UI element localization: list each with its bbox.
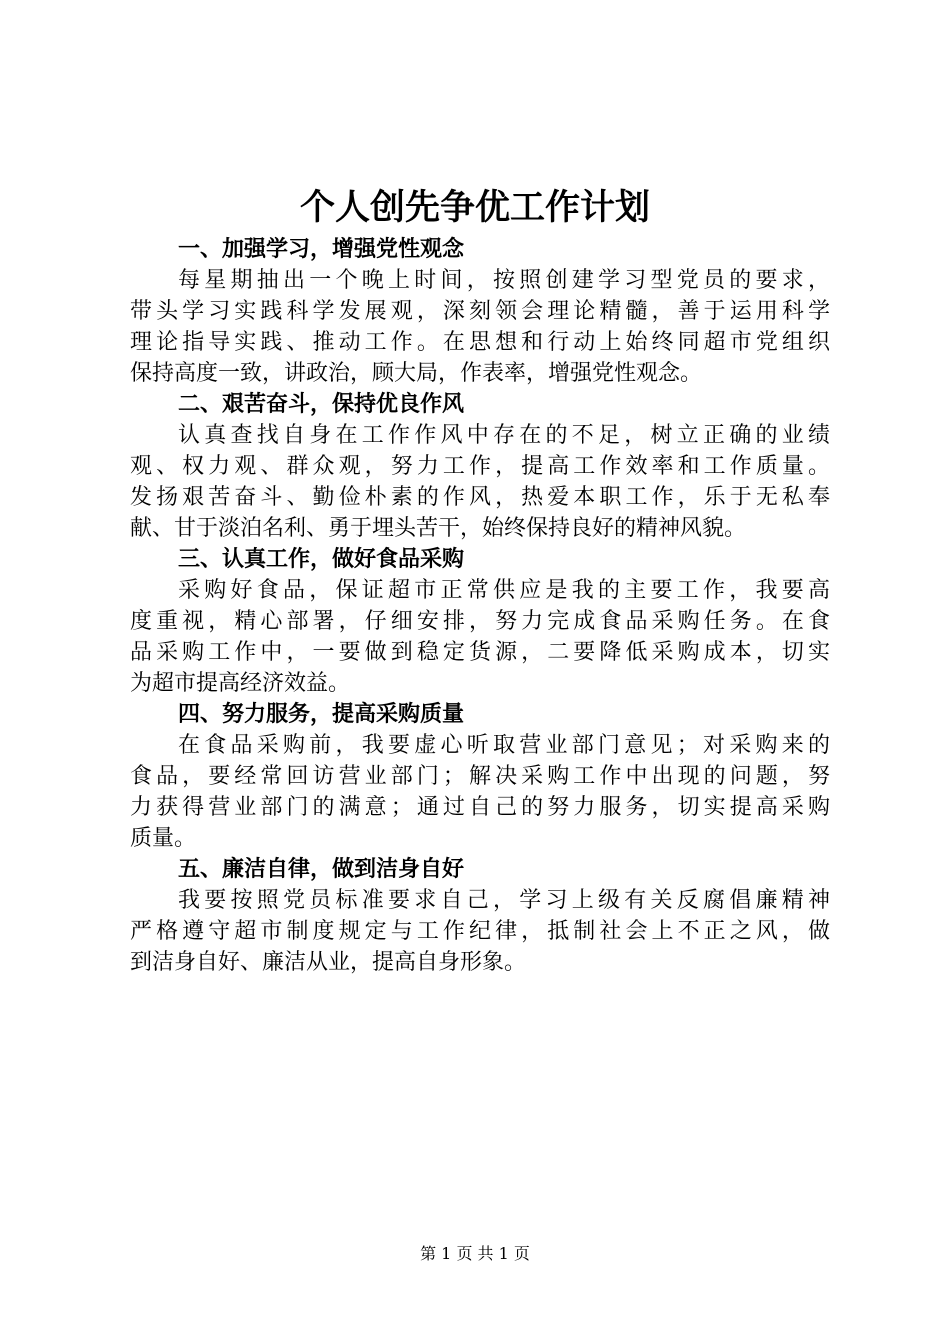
section-paragraph bbox=[130, 730, 830, 854]
paragraph-line: 保持高度一致，讲政治，顾大局，作表率，增强党性观念。 bbox=[130, 361, 703, 386]
paragraph-line: 发扬艰苦奋斗、勤俭朴素的作风，热爱本职工作，乐于无私奉 bbox=[130, 485, 830, 510]
paragraph-line: 在食品采购前，我要虚心听取营业部门意见；对采购来的 bbox=[178, 733, 830, 758]
section-heading: 四、努力服务，提高采购质量 bbox=[178, 702, 465, 727]
paragraph-line: 度重视，精心部署，仔细安排，努力完成食品采购任务。在食 bbox=[130, 609, 830, 634]
paragraph-line: 献、甘于淡泊名利、勇于埋头苦干，始终保持良好的精神风貌。 bbox=[130, 516, 747, 541]
paragraph-line: 理论指导实践、推动工作。在思想和行动上始终同超市党组织 bbox=[130, 330, 830, 355]
document-title: 个人创先争优工作计划 bbox=[299, 188, 650, 228]
section-paragraph bbox=[130, 885, 830, 978]
paragraph-line: 质量。 bbox=[130, 826, 197, 851]
paragraph-line: 带头学习实践科学发展观，深刻领会理论精髓，善于运用科学 bbox=[130, 299, 830, 324]
paragraph-line: 认真查找自身在工作作风中存在的不足，树立正确的业绩 bbox=[178, 423, 830, 448]
paragraph-line: 观、权力观、群众观，努力工作，提高工作效率和工作质量。 bbox=[130, 454, 830, 479]
paragraph-line: 为超市提高经济效益。 bbox=[130, 671, 351, 696]
paragraph-line: 品采购工作中，一要做到稳定货源，二要降低采购成本，切实 bbox=[130, 640, 830, 665]
section-heading: 三、认真工作，做好食品采购 bbox=[178, 547, 465, 572]
section-1 bbox=[130, 234, 830, 389]
section-paragraph bbox=[130, 575, 830, 699]
page-footer: 第 1 页 共 1 页 bbox=[420, 1244, 530, 1263]
section-paragraph bbox=[130, 420, 830, 544]
section-heading: 二、艰苦奋斗，保持优良作风 bbox=[178, 392, 465, 417]
section-heading: 一、加强学习，增强党性观念 bbox=[178, 237, 465, 262]
paragraph-line: 我要按照党员标准要求自己，学习上级有关反腐倡廉精神 bbox=[178, 888, 830, 913]
document-body bbox=[130, 234, 830, 978]
section-4 bbox=[130, 699, 830, 854]
section-heading: 五、廉洁自律，做到洁身自好 bbox=[178, 857, 465, 882]
section-5 bbox=[130, 854, 830, 978]
section-2 bbox=[130, 389, 830, 544]
paragraph-line: 食品，要经常回访营业部门；解决采购工作中出现的问题，努 bbox=[130, 764, 830, 789]
paragraph-line: 严格遵守超市制度规定与工作纪律，抵制社会上不正之风，做 bbox=[130, 919, 830, 944]
section-paragraph bbox=[130, 265, 830, 389]
section-3 bbox=[130, 544, 830, 699]
paragraph-line: 每星期抽出一个晚上时间，按照创建学习型党员的要求， bbox=[178, 268, 830, 293]
paragraph-line: 力获得营业部门的满意；通过自己的努力服务，切实提高采购 bbox=[130, 795, 830, 820]
paragraph-line: 到洁身自好、廉洁从业，提高自身形象。 bbox=[130, 950, 527, 975]
paragraph-line: 采购好食品，保证超市正常供应是我的主要工作，我要高 bbox=[178, 578, 830, 603]
